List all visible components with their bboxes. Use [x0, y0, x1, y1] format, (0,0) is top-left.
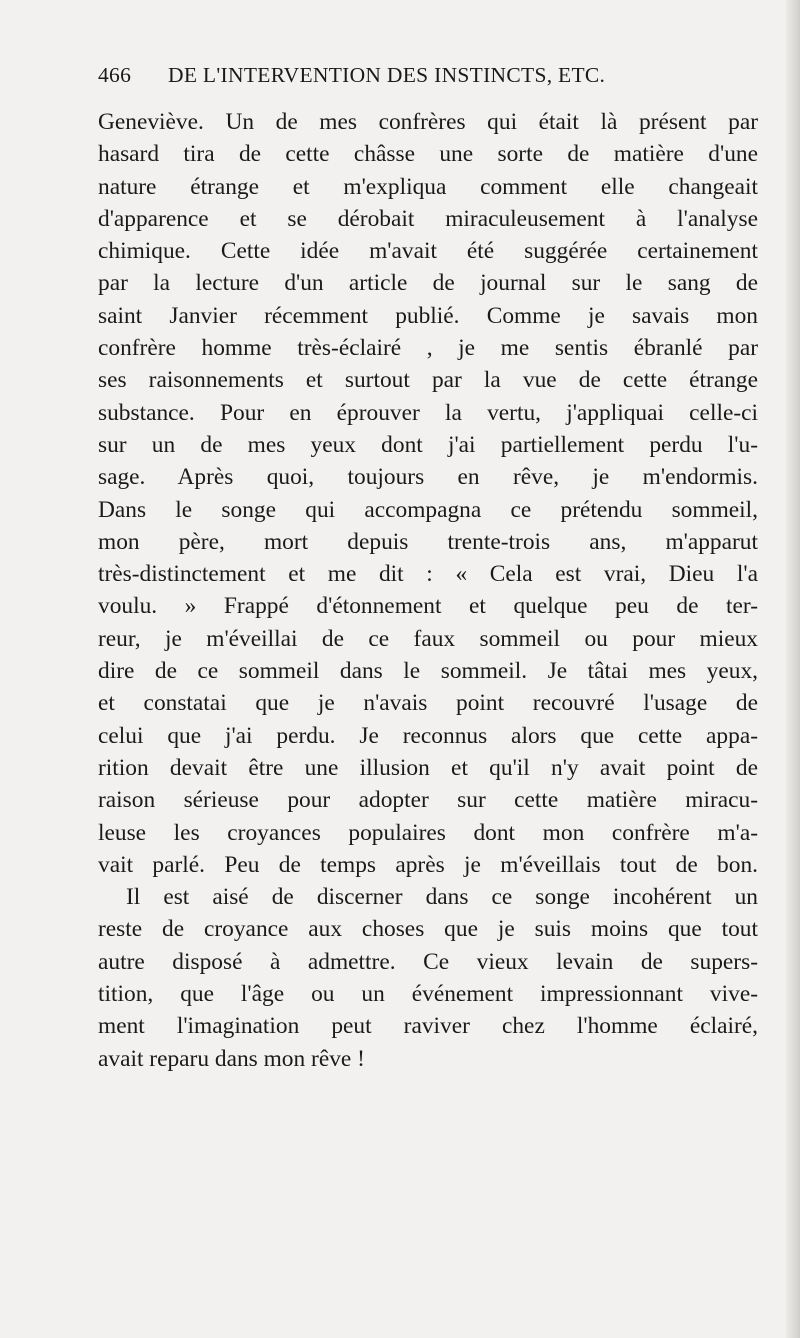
text-line: par la lecture d'un article de journal sur le sang de — [98, 270, 758, 297]
text-line: raison sérieuse pour adopter sur cette matière miracu- — [98, 787, 758, 814]
text-line: chimique. Cette idée m'avait été suggérée certainement — [98, 238, 758, 265]
body-text — [98, 106, 758, 1075]
text-line: Geneviève. Un de mes confrères qui était là présent par — [98, 109, 758, 135]
text-line: sage. Après quoi, toujours en rêve, je m'endormis. — [98, 464, 758, 491]
text-line: sur un de mes yeux dont j'ai partiellement perdu l'u- — [98, 431, 758, 458]
text-line: voulu. » Frappé d'étonnement et quelque peu de ter- — [98, 593, 758, 620]
text-line: rition devait être une illusion et qu'il n'y avait point de — [98, 754, 758, 781]
text-line: mon père, mort depuis trente-trois ans, m'apparut — [98, 528, 758, 555]
running-head — [98, 63, 758, 93]
text-line: reur, je m'éveillai de ce faux sommeil ou pour mieux — [98, 625, 758, 652]
page-edge — [786, 0, 800, 1338]
text-line: très-distinctement et me dit : « Cela est vrai, Dieu l'a — [98, 561, 758, 588]
text-line: avait reparu dans mon rêve ! — [98, 1045, 365, 1072]
text-line: tition, que l'âge ou un événement impressionnant vive- — [98, 981, 758, 1008]
text-line: hasard tira de cette châsse une sorte de matière d'une — [98, 141, 758, 168]
text-line: nature étrange et m'expliqua comment elle changeait — [98, 173, 758, 200]
text-line: confrère homme très-éclairé , je me sentis ébranlé par — [98, 335, 758, 362]
text-line: substance. Pour en éprouver la vertu, j'appliquai celle-ci — [98, 399, 758, 426]
text-line: autre disposé à admettre. Ce vieux levain de supers- — [98, 948, 758, 975]
page-number: 466 — [98, 63, 132, 87]
text-line: ment l'imagination peut raviver chez l'homme éclairé, — [98, 1013, 758, 1040]
text-line: leuse les croyances populaires dont mon confrère m'a- — [98, 819, 758, 846]
text-line: celui que j'ai perdu. Je reconnus alors que cette appa- — [98, 722, 758, 749]
text-line: ses raisonnements et surtout par la vue de cette étrange — [98, 367, 758, 394]
text-line: reste de croyance aux choses que je suis moins que tout — [98, 916, 758, 943]
running-title: DE L'INTERVENTION DES INSTINCTS, ETC. — [168, 63, 606, 87]
text-line: vait parlé. Peu de temps après je m'éveillais tout de bon. — [98, 851, 758, 878]
text-line: saint Janvier récemment publié. Comme je savais mon — [98, 302, 758, 329]
text-line: Il est aisé de discerner dans ce songe incohérent un — [126, 884, 758, 911]
text-line: dire de ce sommeil dans le sommeil. Je tâtai mes yeux, — [98, 658, 758, 685]
text-line: d'apparence et se dérobait miraculeusement à l'analyse — [98, 205, 758, 232]
text-line: Dans le songe qui accompagna ce prétendu sommeil, — [98, 496, 758, 523]
text-line: et constatai que je n'avais point recouvré l'usage de — [98, 690, 758, 717]
